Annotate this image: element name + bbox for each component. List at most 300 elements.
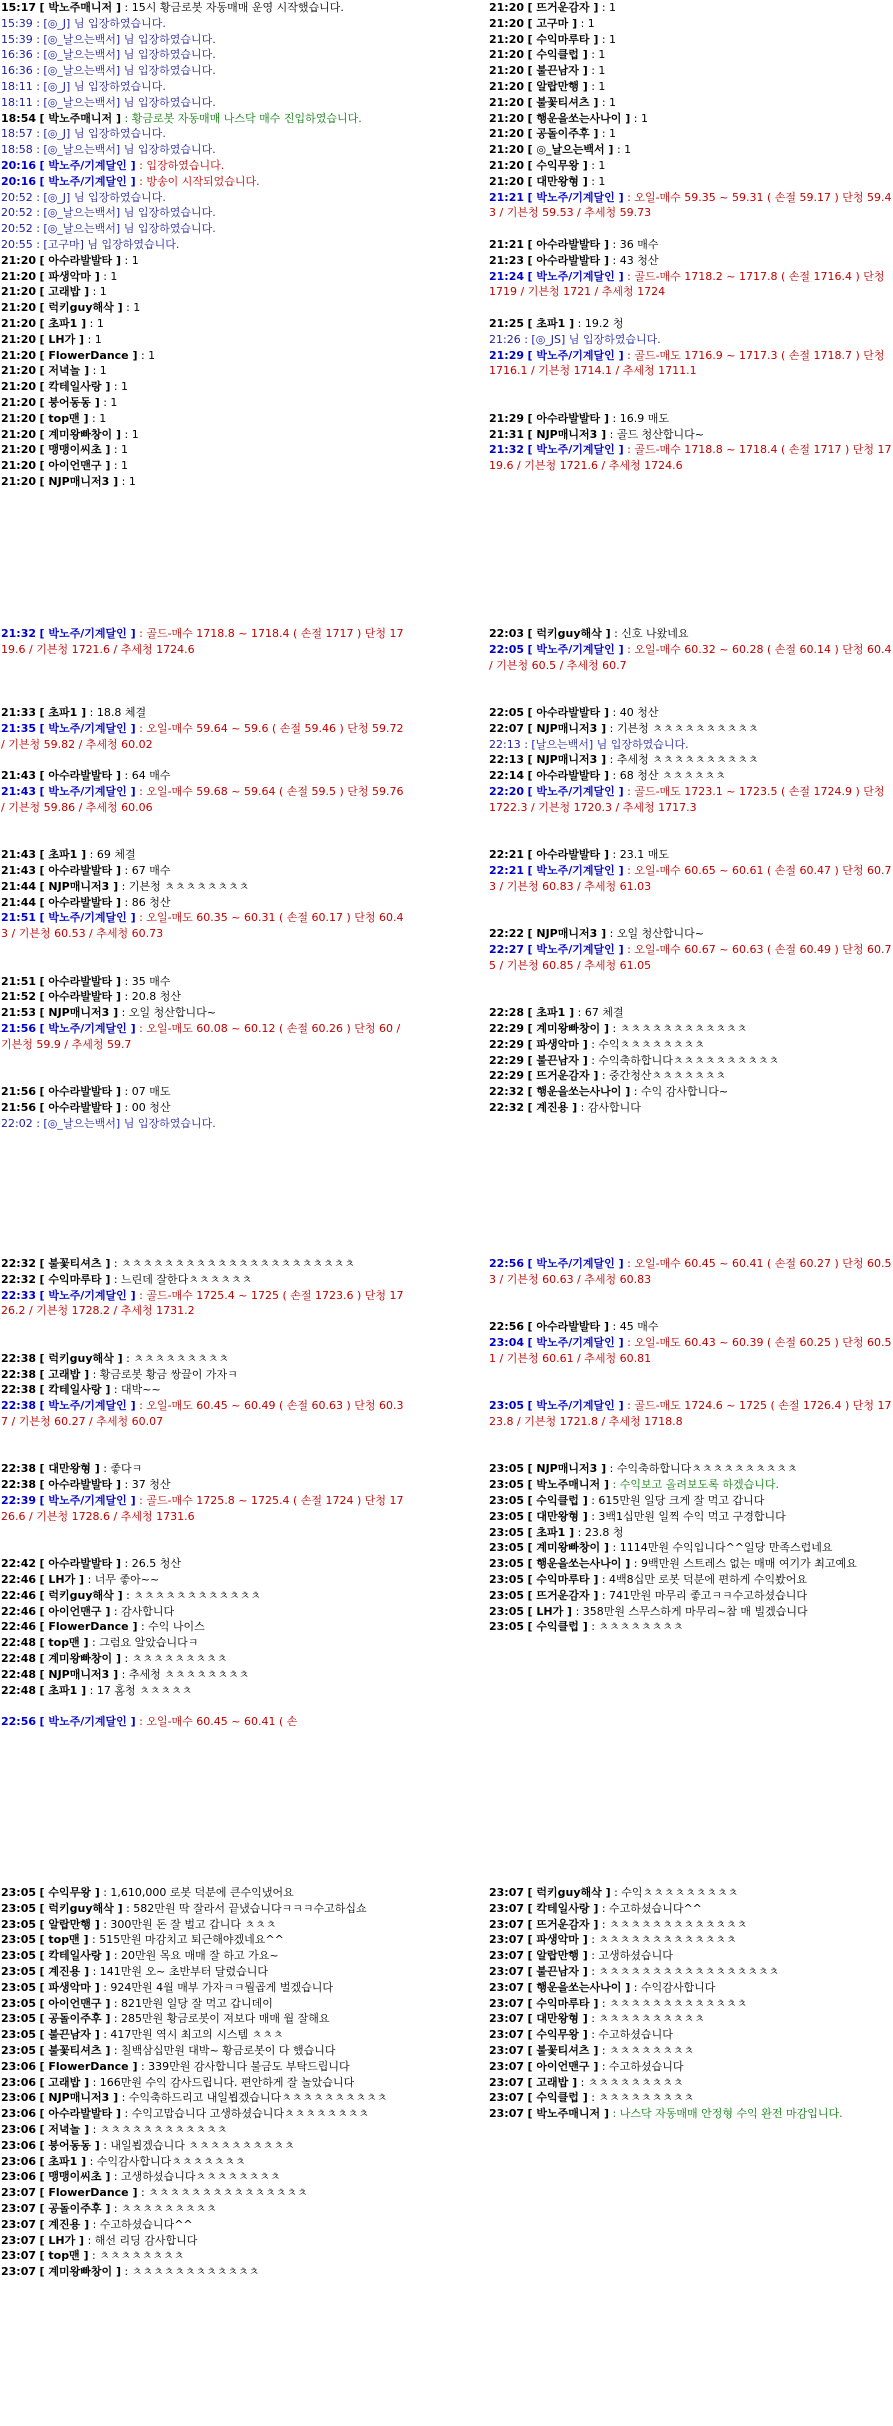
sender-name[interactable]: [ 럭키guy해삭 ] — [39, 1351, 123, 1365]
message-time: 21:43 — [1, 848, 37, 862]
line-spacer — [489, 673, 893, 689]
sender-name[interactable]: [ 알랍만행 ] — [527, 79, 588, 93]
sender-name[interactable]: [ 계미왕빠창이 ] — [39, 1651, 121, 1665]
sender-name[interactable]: [ LH가 ] — [527, 1604, 573, 1618]
sender-name[interactable]: [ 수익무왕 ] — [527, 158, 588, 172]
message-text: : 수익고맙습니다 고생하셨습니다ㅊㅊㅊㅊㅊㅊㅊㅊ — [121, 2107, 369, 2121]
sender-name[interactable]: [ 뜨거운감자 ] — [527, 1588, 599, 1602]
message-text: : 924만원 4월 매부 가자ㅋㅋ뭘곱게 벌겠습니다 — [99, 1980, 334, 1994]
sender-name[interactable]: [ 아수라발발타 ] — [527, 253, 609, 267]
sender-name[interactable]: [ 수익마루타 ] — [527, 1996, 599, 2010]
sender-name[interactable]: [ 불꽃티셔츠 ] — [39, 1257, 111, 1270]
sender-name[interactable]: [ 고래밥 ] — [39, 2075, 90, 2089]
sender-name[interactable]: [ top맨 ] — [39, 411, 89, 425]
chat-message — [489, 1084, 893, 1100]
system-notice: 20:52 : [◎_J] 님 입장하였습니다. — [1, 190, 166, 204]
chat-log-panel[interactable] — [1, 0, 405, 527]
sender-name[interactable]: [ 행운을쏘는사나이 ] — [527, 111, 631, 125]
sender-name[interactable]: [ 박노주/기계달인 ] — [527, 1335, 624, 1349]
message-text: : 16.9 매도 — [609, 411, 669, 425]
sender-name[interactable]: [ 럭키guy해삭 ] — [527, 1886, 611, 1899]
message-time: 21:56 — [1, 1100, 37, 1114]
message-text: : ㅊㅊㅊㅊㅊㅊㅊㅊㅊㅊㅊㅊㅊㅊㅊ — [137, 2186, 308, 2200]
chat-message — [1, 2169, 405, 2185]
sender-name[interactable]: [ FlowerDance ] — [39, 348, 138, 362]
sender-name[interactable]: [ 박노주/기계달인 ] — [527, 784, 624, 798]
sender-name[interactable]: [ 아수라발발타 ] — [527, 848, 609, 862]
sender-name[interactable]: [ NJP매니저3 ] — [39, 474, 119, 488]
message-text: : 1 — [121, 253, 139, 267]
line-spacer — [489, 395, 893, 411]
sender-name[interactable]: [ 아수라발발타 ] — [39, 769, 121, 783]
message-text: : 741만원 마무리 좋고ㅋㅋ수고하셨습니다 — [598, 1588, 808, 1602]
sender-name[interactable]: [ 럭키guy해삭 ] — [39, 301, 123, 315]
chat-log-panel[interactable] — [489, 0, 893, 527]
sender-name[interactable]: [ 박노주/기계달인 ] — [527, 642, 624, 656]
sender-name[interactable]: [ 대만왕형 ] — [527, 174, 588, 188]
message-text: : ㅊㅊㅊㅊㅊㅊㅊㅊㅊㅊㅊㅊ — [89, 2122, 228, 2136]
sender-name[interactable]: [ 뜨거운감자 ] — [527, 1, 599, 14]
chat-message — [489, 2059, 893, 2075]
line-spacer — [1, 673, 405, 689]
message-time: 23:05 — [489, 1541, 525, 1555]
sender-name[interactable]: [ 칵테일사랑 ] — [39, 1949, 111, 1963]
chat-message — [1, 768, 405, 784]
chat-message — [489, 1053, 893, 1069]
sender-name[interactable]: [ 박노주매니저 ] — [39, 1, 121, 14]
sender-name[interactable]: [ 파생악마 ] — [527, 1037, 588, 1051]
line-spacer — [1, 689, 405, 705]
message-time: 22:32 — [489, 1100, 525, 1114]
sender-name[interactable]: [ 대만왕형 ] — [527, 2012, 588, 2026]
message-time: 22:05 — [489, 642, 525, 656]
sender-name[interactable]: [ 박노주/기계달인 ] — [39, 1399, 136, 1413]
sender-name[interactable]: [ NJP매니저3 ] — [39, 1667, 119, 1681]
sender-name[interactable]: [ FlowerDance ] — [39, 2186, 138, 2200]
chat-message — [489, 32, 893, 48]
sender-name[interactable]: [ 수익클럽 ] — [527, 1620, 588, 1634]
line-spacer — [1, 1068, 405, 1084]
sender-name[interactable]: [ 아수라발발타 ] — [39, 1557, 121, 1571]
chat-log-panel[interactable] — [489, 626, 893, 1162]
sender-name[interactable]: [ 저녁놀 ] — [39, 364, 90, 378]
message-text: : 1 — [99, 269, 118, 283]
chat-message — [489, 705, 893, 721]
sender-name[interactable]: [ 초파1 ] — [527, 316, 575, 330]
message-text: : 입장하였습니다. — [135, 158, 225, 172]
message-text: : 86 청산 — [121, 895, 171, 909]
sender-name[interactable]: [ NJP매니저3 ] — [527, 1462, 607, 1476]
sender-name[interactable]: [ 불끈남자 ] — [39, 2028, 100, 2042]
sender-name[interactable]: [ 초파1 ] — [39, 2154, 87, 2168]
chat-message — [489, 1964, 893, 1980]
sender-name[interactable]: [ 초파1 ] — [527, 1006, 575, 1020]
sender-name[interactable]: [ 아수라발발타 ] — [527, 1320, 609, 1334]
message-text: : 방송이 시작되었습니다. — [135, 174, 260, 188]
message-time: 21:52 — [1, 990, 37, 1004]
chat-message — [489, 1540, 893, 1556]
sender-name[interactable]: [ 박노주/기계달인 ] — [39, 158, 136, 172]
message-time: 22:21 — [489, 863, 525, 877]
chat-message — [1, 1084, 405, 1100]
sender-name[interactable]: [ 계미왕빠창이 ] — [39, 427, 121, 441]
chat-message — [1, 1588, 405, 1604]
system-notice: 21:26 : [◎_JS] 님 입장하였습니다. — [489, 332, 661, 346]
sender-name[interactable]: [ 박노주/기계달인 ] — [39, 174, 136, 188]
sender-name[interactable]: [ 초파1 ] — [527, 1525, 575, 1539]
message-time: 22:20 — [489, 784, 525, 798]
message-text: : 오일 청산합니다~ — [118, 1006, 216, 1020]
message-time: 23:05 — [1, 1917, 37, 1931]
message-time: 21:20 — [1, 332, 37, 346]
sender-name[interactable]: [ NJP매니저3 ] — [39, 2091, 119, 2105]
message-time: 22:46 — [1, 1620, 37, 1634]
chat-message — [489, 411, 893, 427]
sender-name[interactable]: [ NJP매니저3 ] — [527, 427, 607, 441]
message-text: : 1 — [598, 95, 617, 109]
trade-signal-message — [489, 442, 893, 474]
line-spacer — [489, 1303, 893, 1319]
sender-name[interactable]: [ 수익클럽 ] — [527, 48, 588, 62]
message-time: 23:05 — [1, 2043, 37, 2057]
sender-name[interactable]: [ 계미왕빠창이 ] — [527, 1541, 609, 1555]
sender-name[interactable]: [ 박노주/기계달인 ] — [527, 942, 624, 956]
sender-name[interactable]: [ 파생악마 ] — [39, 1980, 100, 1994]
message-text: : 1 — [587, 79, 606, 93]
sender-name[interactable]: [ 계미왕빠창이 ] — [527, 1021, 609, 1035]
message-text: : 오일-매수 59.64 ~ 59.6 ( 손절 59.46 ) 단청 59.72 / 기븐청 59.82 / 추세청 60.02 — [1, 721, 404, 751]
sender-name[interactable]: [ 수익무왕 ] — [527, 2028, 588, 2042]
message-text: : 1 — [587, 158, 606, 172]
sender-name[interactable]: [ 공돌이주후 ] — [39, 2201, 111, 2215]
message-text: : 골드-매수 1718.8 ~ 1718.4 ( 손절 1717 ) 단청 1719.6 / 기븐청 1721.6 / 추세청 1724.6 — [1, 627, 404, 656]
chat-message — [489, 1917, 893, 1933]
message-text: : 166만원 수익 감사드립니다. 편안하게 잘 놀았습니다 — [89, 2075, 355, 2089]
sender-name[interactable]: [ 박노주/기계달인 ] — [527, 190, 624, 204]
system-notice: 18:11 : [◎_날으는백서] 님 입장하였습니다. — [1, 95, 216, 109]
message-time: 22:29 — [489, 1021, 525, 1035]
message-text: : 골드-매도 1724.6 ~ 1725 ( 손절 1726.4 ) 단청 1723.8 / 기븐청 1721.8 / 추세청 1718.8 — [489, 1399, 892, 1428]
sender-name[interactable]: [ 아수라발발타 ] — [39, 974, 121, 988]
message-time: 21:20 — [489, 95, 525, 109]
message-text: : 오일-매수 60.45 ~ 60.41 ( 손절 60.27 ) 단청 60.53 / 기븐청 60.63 / 추세청 60.83 — [489, 1257, 892, 1286]
sender-name[interactable]: [ 아수라발발타 ] — [39, 1100, 121, 1114]
sender-name[interactable]: [ 아수라발발타 ] — [527, 705, 609, 719]
message-text: : 1 — [137, 348, 156, 362]
message-time: 21:43 — [1, 863, 37, 877]
system-notice: 16:36 : [◎_날으는백서] 님 입장하였습니다. — [1, 64, 216, 78]
sender-name[interactable]: [ 초파1 ] — [39, 848, 87, 862]
chat-message — [1, 1367, 405, 1383]
message-text: : 황금로봇 자동매매 나스닥 매수 진입하였습니다. — [121, 111, 362, 125]
line-spacer — [1, 942, 405, 958]
sender-name[interactable]: [ 박노주매니저 ] — [527, 2107, 609, 2121]
sender-name[interactable]: [ 대만왕형 ] — [39, 1462, 100, 1476]
sender-name[interactable]: [ 칵테일사랑 ] — [39, 1383, 111, 1397]
chat-message — [1, 1651, 405, 1667]
sender-name[interactable]: [ 아수라발발타 ] — [39, 863, 121, 877]
sender-name[interactable]: [ 행운을쏘는사나이 ] — [527, 1085, 631, 1099]
sender-name[interactable]: [ 아수라발발타 ] — [39, 253, 121, 267]
sender-name[interactable]: [ 맹맹이씨초 ] — [39, 2170, 111, 2184]
sender-name[interactable]: [ 박노주/기계달인 ] — [39, 1715, 136, 1729]
line-spacer — [1, 958, 405, 974]
message-time: 18:54 — [1, 111, 37, 125]
sender-name[interactable]: [ 붕어동동 ] — [39, 2138, 100, 2152]
sender-name[interactable]: [ 박노주/기계달인 ] — [39, 911, 136, 925]
sender-name[interactable]: [ 아수라발발타 ] — [39, 1478, 121, 1492]
chat-message — [1, 1572, 405, 1588]
message-time: 22:46 — [1, 1588, 37, 1602]
message-text: : ㅊㅊㅊㅊㅊㅊㅊㅊ — [88, 2249, 185, 2263]
trade-signal-message — [1, 1021, 405, 1053]
sender-name[interactable]: [ 행운을쏘는사나이 ] — [527, 1557, 631, 1571]
sender-name[interactable]: [ 아수라발발타 ] — [527, 237, 609, 251]
sender-name[interactable]: [ 아수라발발타 ] — [39, 990, 121, 1004]
sender-name[interactable]: [ 아수라발발타 ] — [39, 2107, 121, 2121]
message-time: 23:05 — [1, 1933, 37, 1947]
sender-name[interactable]: [ 아이언맨구 ] — [39, 1604, 111, 1618]
chat-log-panel[interactable] — [489, 1885, 893, 2425]
message-time: 22:38 — [1, 1383, 37, 1397]
sender-name[interactable]: [ 계진용 ] — [527, 1100, 578, 1114]
chat-message — [489, 2075, 893, 2091]
line-spacer — [489, 1288, 893, 1304]
message-text: : 수익ㅊㅊㅊㅊㅊㅊㅊㅊㅊ — [610, 1886, 739, 1899]
chat-message — [489, 1885, 893, 1901]
sender-name[interactable]: [ 아이언맨구 ] — [39, 1996, 111, 2010]
sender-name[interactable]: [ 계진용 ] — [39, 2217, 90, 2231]
system-notice: 18:57 : [◎_J] 님 입장하였습니다. — [1, 127, 166, 141]
chat-message — [489, 1319, 893, 1335]
sender-name[interactable]: [ 럭키guy해삭 ] — [39, 1588, 123, 1602]
sender-name[interactable]: [ 공돌이주후 ] — [39, 2012, 111, 2026]
sender-name[interactable]: [ 아이언맨구 ] — [39, 459, 111, 473]
sender-name[interactable]: [ 아수라발발타 ] — [527, 769, 609, 783]
sender-name[interactable]: [ 박노주/기계달인 ] — [527, 1399, 624, 1413]
sender-name[interactable]: [ NJP매니저3 ] — [39, 879, 119, 893]
sender-name[interactable]: [ LH가 ] — [39, 2233, 85, 2247]
sender-name[interactable]: [ 박노주매니저 ] — [39, 111, 121, 125]
message-text: : 수익축하드리고 내일뵙겠습니다ㅊㅊㅊㅊㅊㅊㅊㅊㅊㅊ — [118, 2091, 388, 2105]
message-text: : 수익축하합니다ㅊㅊㅊㅊㅊㅊㅊㅊㅊㅊ — [606, 1462, 798, 1476]
chat-message — [1, 2122, 405, 2138]
sender-name[interactable]: [ 불끈남자 ] — [527, 1964, 588, 1978]
sender-name[interactable]: [ 칵테일사랑 ] — [39, 380, 111, 394]
sender-name[interactable]: [ FlowerDance ] — [39, 1620, 138, 1634]
sender-name[interactable]: [ 박노주/기계달인 ] — [39, 627, 136, 640]
sender-name[interactable]: [ 초파1 ] — [39, 705, 87, 719]
message-time: 23:05 — [1, 1996, 37, 2010]
sender-name[interactable]: [ 수익마루타 ] — [527, 1572, 599, 1586]
chat-log-panel[interactable] — [1, 1885, 405, 2425]
sender-name[interactable]: [ 수익마루타 ] — [527, 32, 599, 46]
message-time: 23:07 — [489, 1917, 525, 1931]
chat-message — [489, 721, 893, 737]
line-spacer — [1, 1446, 405, 1462]
sender-name[interactable]: [ 맹맹이씨초 ] — [39, 443, 111, 457]
chat-message — [489, 1005, 893, 1021]
sender-name[interactable]: [ 박노주/기계달인 ] — [39, 1493, 136, 1507]
sender-name[interactable]: [ 행운을쏘는사나이 ] — [527, 1980, 631, 1994]
message-time: 23:06 — [1, 2075, 37, 2089]
sender-name[interactable]: [ 칵테일사랑 ] — [527, 1901, 599, 1915]
sender-name[interactable]: [ 럭키guy해삭 ] — [527, 627, 611, 640]
sender-name[interactable]: [ top맨 ] — [39, 2249, 89, 2263]
message-text: : 수익 나이스 — [137, 1620, 205, 1634]
message-time: 23:05 — [489, 1462, 525, 1476]
message-time: 23:06 — [1, 2154, 37, 2168]
message-text: : 1 — [630, 111, 648, 125]
message-text: : 오일-매수 60.67 ~ 60.63 ( 손절 60.49 ) 단청 60.75 / 기븐청 60.85 / 추세청 61.05 — [489, 942, 892, 972]
sender-name[interactable]: [ 불꽃티셔츠 ] — [527, 95, 599, 109]
chat-message — [1, 1477, 405, 1493]
system-notice: 15:39 : [◎_J] 님 입장하였습니다. — [1, 16, 166, 30]
sender-name[interactable]: [ 불꽃티셔츠 ] — [527, 2043, 599, 2057]
sender-name[interactable]: [ 초파1 ] — [39, 316, 87, 330]
message-time: 22:03 — [489, 627, 525, 640]
sender-name[interactable]: [ 계진용 ] — [39, 1964, 90, 1978]
sender-name[interactable]: [ top맨 ] — [39, 1636, 89, 1650]
line-spacer — [1, 831, 405, 847]
trade-signal-message — [1, 1714, 405, 1730]
message-time: 22:48 — [1, 1683, 37, 1697]
message-time: 21:20 — [1, 395, 37, 409]
sender-name[interactable]: [ 박노주/기계달인 ] — [39, 784, 136, 798]
sender-name[interactable]: [ NJP매니저3 ] — [527, 753, 607, 767]
sender-name[interactable]: [ 박노주매니저 ] — [527, 1478, 609, 1492]
sender-name[interactable]: [ LH가 ] — [39, 1572, 85, 1586]
sender-name[interactable]: [ 아수라발발타 ] — [39, 1085, 121, 1099]
chat-message — [1, 1917, 405, 1933]
sender-name[interactable]: [ 붕어동동 ] — [39, 395, 100, 409]
message-time: 23:05 — [1, 1949, 37, 1963]
chat-log-panel[interactable] — [1, 626, 405, 1162]
sender-name[interactable]: [ 수익무왕 ] — [39, 1886, 100, 1899]
sender-name[interactable]: [ 아이언맨구 ] — [527, 2059, 599, 2073]
message-time: 23:07 — [489, 1949, 525, 1963]
message-text: : 23.1 매도 — [609, 848, 669, 862]
sender-name[interactable]: [ 박노주/기계달인 ] — [39, 721, 136, 735]
message-time: 21:21 — [489, 190, 525, 204]
sender-name[interactable]: [ LH가 ] — [39, 332, 85, 346]
sender-name[interactable]: [ 박노주/기계달인 ] — [39, 1021, 136, 1035]
sender-name[interactable]: [ 수익클럽 ] — [527, 1493, 588, 1507]
message-time: 21:35 — [1, 721, 37, 735]
sender-name[interactable]: [ 박노주/기계달인 ] — [527, 863, 624, 877]
line-spacer — [489, 1367, 893, 1383]
trade-signal-message — [1, 174, 405, 190]
sender-name[interactable]: [ 박노주/기계달인 ] — [39, 1288, 136, 1302]
sender-name[interactable]: [ 수익클럽 ] — [527, 2091, 588, 2105]
chat-message — [489, 1932, 893, 1948]
sender-name[interactable]: [ 뜨거운감자 ] — [527, 1917, 599, 1931]
message-text: : 오일-매도 60.35 ~ 60.31 ( 손절 60.17 ) 단청 60.43 / 기븐청 60.53 / 추세청 60.73 — [1, 911, 404, 941]
chat-message — [1, 1885, 405, 1901]
system-notice: 20:52 : [◎_날으는백서] 님 입장하였습니다. — [1, 206, 216, 220]
sender-name[interactable]: [ ◎_날으는백서 ] — [527, 143, 614, 157]
sender-name[interactable]: [ NJP매니저3 ] — [39, 1006, 119, 1020]
sender-name[interactable]: [ 초파1 ] — [39, 1683, 87, 1697]
chat-message — [1, 269, 405, 285]
message-text: : 1 — [88, 411, 107, 425]
chat-message — [489, 1477, 893, 1493]
sender-name[interactable]: [ 고구마 ] — [527, 16, 578, 30]
message-time: 23:07 — [489, 2012, 525, 2026]
chat-message — [489, 2106, 893, 2122]
message-text: : ㅊㅊㅊㅊㅊㅊㅊㅊㅊ — [110, 2201, 217, 2215]
sender-name[interactable]: [ 불끈남자 ] — [527, 1053, 588, 1067]
sender-name[interactable]: [ 공돌이주후 ] — [527, 127, 599, 141]
sender-name[interactable]: [ 저녁놀 ] — [39, 2122, 90, 2136]
chat-log-panel[interactable] — [1, 1256, 405, 1780]
sender-name[interactable]: [ 불꽃티셔츠 ] — [39, 2043, 111, 2057]
sender-name[interactable]: [ FlowerDance ] — [39, 2059, 138, 2073]
chat-message — [489, 126, 893, 142]
sender-name[interactable]: [ 알랍만행 ] — [39, 1917, 100, 1931]
line-spacer — [1, 1335, 405, 1351]
chat-message — [489, 1100, 893, 1116]
chat-message — [1, 2264, 405, 2280]
message-text: : ㅊㅊㅊㅊㅊㅊㅊㅊㅊㅊ — [587, 2012, 705, 2026]
sender-name[interactable]: [ 박노주/기계달인 ] — [527, 1257, 624, 1270]
trade-signal-message — [1, 1288, 405, 1320]
message-text: : 수익감사합니다 — [630, 1980, 716, 1994]
sender-name[interactable]: [ 뜨거운감자 ] — [527, 1069, 599, 1083]
sender-name[interactable]: [ 박노주/기계달인 ] — [527, 443, 624, 457]
sender-name[interactable]: [ 알랍만행 ] — [527, 1949, 588, 1963]
chat-message — [489, 142, 893, 158]
sender-name[interactable]: [ 아수라발발타 ] — [527, 411, 609, 425]
sender-name[interactable]: [ 고래밥 ] — [39, 1367, 90, 1381]
message-text: : 골드-매도 1716.9 ~ 1717.3 ( 손절 1718.7 ) 단청 1716.1 / 기븐청 1714.1 / 추세청 1711.1 — [489, 348, 885, 378]
sender-name[interactable]: [ 럭키guy해삭 ] — [39, 1901, 123, 1915]
message-text: : 오일-매도 60.43 ~ 60.39 ( 손절 60.25 ) 단청 60.51 / 기븐청 60.61 / 추세청 60.81 — [489, 1335, 892, 1365]
message-time: 21:43 — [1, 784, 37, 798]
sender-name[interactable]: [ 고래밥 ] — [39, 285, 90, 299]
message-time: 23:05 — [1, 1980, 37, 1994]
chat-message — [489, 16, 893, 32]
sender-name[interactable]: [ NJP매니저3 ] — [527, 927, 607, 941]
sender-name[interactable]: [ 박노주/기계달인 ] — [527, 269, 624, 283]
sender-name[interactable]: [ 아수라발발타 ] — [39, 895, 121, 909]
sender-name[interactable]: [ 불끈남자 ] — [527, 64, 588, 78]
sender-name[interactable]: [ 파생악마 ] — [39, 269, 100, 283]
message-text: : ㅊㅊㅊㅊㅊㅊㅊㅊㅊㅊㅊㅊㅊ — [598, 1917, 748, 1931]
sender-name[interactable]: [ 계미왕빠창이 ] — [39, 2265, 121, 2279]
message-time: 22:48 — [1, 1636, 37, 1650]
sender-name[interactable]: [ top맨 ] — [39, 1933, 89, 1947]
message-time: 22:28 — [489, 1006, 525, 1020]
line-spacer — [1, 1698, 405, 1714]
sender-name[interactable]: [ 대만왕형 ] — [527, 1509, 588, 1523]
message-text: : 43 청산 — [609, 253, 659, 267]
system-notice: 18:58 : [◎_날으는백서] 님 입장하였습니다. — [1, 143, 216, 157]
sender-name[interactable]: [ NJP매니저3 ] — [527, 721, 607, 735]
chat-message — [489, 2011, 893, 2027]
message-time: 21:20 — [489, 127, 525, 141]
chat-message — [489, 237, 893, 253]
sender-name[interactable]: [ 고래밥 ] — [527, 2075, 578, 2089]
chat-message — [1, 1980, 405, 1996]
message-text: : ㅊㅊㅊㅊㅊㅊㅊㅊㅊ — [587, 2091, 695, 2105]
sender-name[interactable]: [ 파생악마 ] — [527, 1933, 588, 1947]
message-text: : 1 — [613, 143, 632, 157]
sender-name[interactable]: [ 박노주/기계달인 ] — [527, 348, 624, 362]
sender-name[interactable]: [ 수익마루타 ] — [39, 1272, 111, 1286]
chat-log-panel[interactable] — [489, 1256, 893, 1780]
message-text: : ㅊㅊㅊㅊㅊㅊㅊㅊㅊ — [121, 1651, 228, 1665]
